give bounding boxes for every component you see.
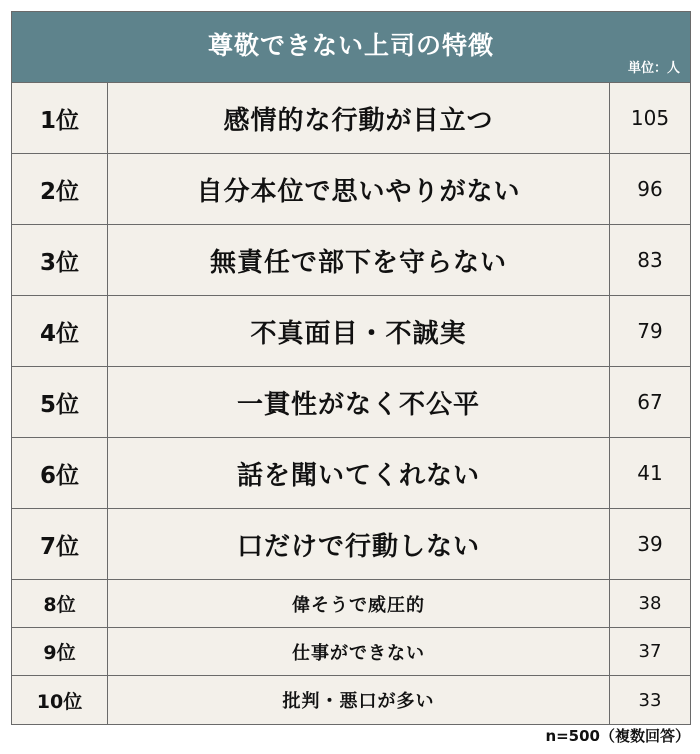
rank-cell: 9位 (12, 628, 108, 675)
rank-cell: 8位 (12, 580, 108, 627)
rank-cell: 10位 (12, 676, 108, 724)
count-cell: 41 (637, 461, 663, 485)
table-header (12, 12, 690, 83)
sample-size-note: n=500（複数回答） (545, 727, 690, 745)
count-cell: 83 (637, 248, 663, 272)
count-cell: 96 (637, 177, 663, 201)
table-title: 尊敬できない上司の特徴 (207, 31, 494, 60)
trait-cell: 不真面目・不誠実 (108, 296, 610, 366)
rank-cell: 1位 (12, 83, 108, 153)
trait-cell: 無責任で部下を守らない (108, 225, 610, 295)
count-cell: 105 (630, 106, 670, 130)
table-row (12, 676, 690, 724)
table-row (12, 580, 690, 628)
trait-cell: 批判・悪口が多い (108, 676, 610, 724)
rank-cell: 6位 (12, 438, 108, 508)
table-row (12, 296, 690, 367)
trait-cell: 感情的な行動が目立つ (108, 83, 610, 153)
trait-cell: 仕事ができない (108, 628, 610, 675)
count-cell: 33 (638, 689, 662, 711)
table-row (12, 225, 690, 296)
table-row (12, 83, 690, 154)
table-row (12, 154, 690, 225)
table-row (12, 509, 690, 580)
rank-cell: 5位 (12, 367, 108, 437)
trait-cell: 自分本位で思いやりがない (108, 154, 610, 224)
trait-cell: 偉そうで威圧的 (108, 580, 610, 627)
count-cell: 39 (637, 532, 663, 556)
count-cell: 67 (637, 390, 663, 414)
ranking-table (11, 11, 691, 725)
trait-cell: 話を聞いてくれない (108, 438, 610, 508)
unit-label: 単位：人 (627, 61, 680, 76)
rank-cell: 3位 (12, 225, 108, 295)
trait-cell: 口だけで行動しない (108, 509, 610, 579)
rank-cell: 7位 (12, 509, 108, 579)
count-cell: 37 (638, 641, 662, 662)
rank-cell: 4位 (12, 296, 108, 366)
count-cell: 79 (637, 319, 663, 343)
table-row (12, 367, 690, 438)
table-row (12, 628, 690, 676)
count-cell: 38 (638, 593, 662, 614)
table-row (12, 438, 690, 509)
rank-cell: 2位 (12, 154, 108, 224)
trait-cell: 一貫性がなく不公平 (108, 367, 610, 437)
